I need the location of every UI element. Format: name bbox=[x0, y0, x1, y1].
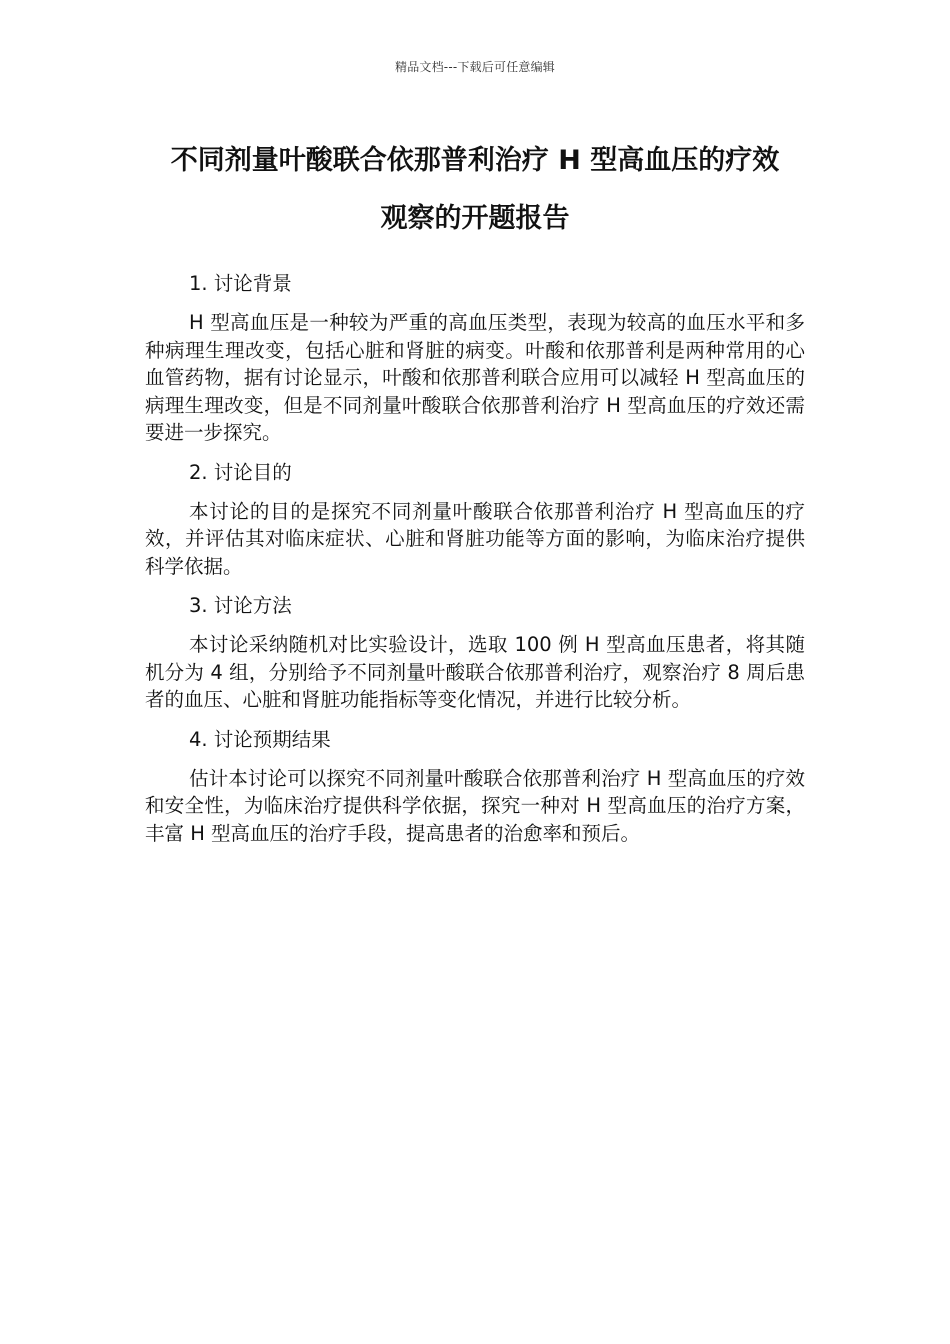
title-line-2: 观察的开题报告 bbox=[380, 203, 570, 234]
section-paragraph: 本讨论的目的是探究不同剂量叶酸联合依那普利治疗 H 型高血压的疗效，并评估其对临床症状、心脏和肾脏功能等方面的影响，为临床治疗提供科学依据。 bbox=[145, 499, 805, 578]
section-heading: 1. 讨论背景 bbox=[189, 272, 292, 295]
section-heading: 3. 讨论方法 bbox=[189, 594, 292, 617]
section-method bbox=[145, 592, 805, 714]
title-line-1: 不同剂量叶酸联合依那普利治疗 H 型高血压的疗效 bbox=[170, 145, 780, 176]
section-heading: 4. 讨论预期结果 bbox=[189, 727, 331, 751]
section-paragraph: 本讨论采纳随机对比实验设计，选取 100 例 H 型高血压患者，将其随机分为 4 组，分别给予不同剂量叶酸联合依那普利治疗，观察治疗 8 周后患者的血压、心脏和肾脏功能指标等变化情况，并进行比较分析。 bbox=[145, 633, 805, 711]
section-expected-results bbox=[145, 726, 805, 848]
section-background bbox=[145, 270, 805, 447]
section-paragraph: H 型高血压是一种较为严重的高血压类型，表现为较高的血压水平和多种病理生理改变，包括心脏和肾脏的病变。叶酸和依那普利是两种常用的心血管药物，据有讨论显示，叶酸和依那普利联合应用可以减轻 H 型高血压的病理生理改变，但是不同剂量叶酸联合依那普利治疗 H 型高血压的疗效还需要进一步探究。 bbox=[145, 311, 805, 444]
section-purpose bbox=[145, 459, 805, 581]
document-body bbox=[145, 270, 805, 859]
document-title bbox=[140, 132, 810, 248]
section-paragraph: 估计本讨论可以探究不同剂量叶酸联合依那普利治疗 H 型高血压的疗效和安全性，为临床治疗提供科学依据，探究一种对 H 型高血压的治疗方案，丰富 H 型高血压的治疗手段，提高患者的治愈率和预后。 bbox=[145, 766, 805, 845]
section-heading: 2. 讨论目的 bbox=[189, 460, 292, 484]
header-note: 精品文档---下载后可任意编辑 bbox=[395, 60, 555, 74]
